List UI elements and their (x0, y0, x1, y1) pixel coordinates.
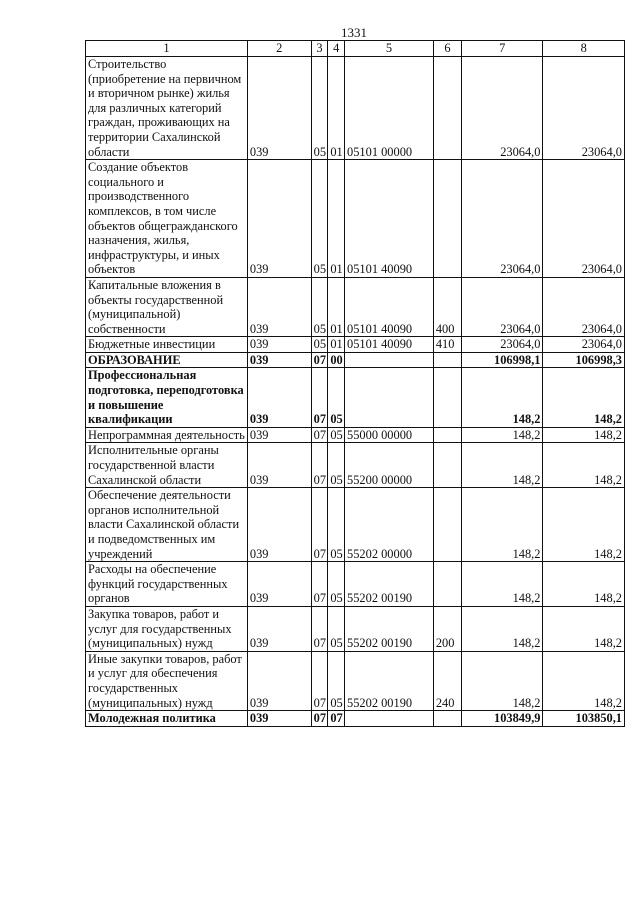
amount-cell: 148,2 (462, 427, 543, 443)
amount-cell: 106998,1 (462, 352, 543, 368)
target-article-cell: 05101 40090 (345, 277, 434, 336)
section-cell: 05 (311, 337, 328, 353)
table-row (86, 427, 625, 443)
row-name: Исполнительные органы государственной власти Сахалинской области (86, 443, 248, 488)
subsection-cell: 05 (328, 606, 345, 651)
amount-cell: 103849,9 (462, 711, 543, 727)
target-article-cell: 55202 00190 (345, 606, 434, 651)
expense-type-cell (433, 368, 461, 427)
admin-code-cell: 039 (247, 443, 311, 488)
column-header: 7 (462, 41, 543, 57)
target-article-cell: 55202 00000 (345, 488, 434, 562)
admin-code-cell: 039 (247, 562, 311, 607)
expense-type-cell (433, 562, 461, 607)
table-row (86, 651, 625, 710)
row-name: Капитальные вложения в объекты государственной (муниципальной) собственности (86, 277, 248, 336)
amount-cell: 148,2 (462, 651, 543, 710)
expense-type-cell (433, 427, 461, 443)
admin-code-cell: 039 (247, 160, 311, 278)
admin-code-cell: 039 (247, 651, 311, 710)
amount-cell: 23064,0 (462, 337, 543, 353)
table-row (86, 352, 625, 368)
section-cell: 07 (311, 443, 328, 488)
expense-type-cell: 240 (433, 651, 461, 710)
subsection-cell: 01 (328, 337, 345, 353)
page-number: 1331 (341, 25, 367, 40)
admin-code-cell: 039 (247, 427, 311, 443)
target-article-cell: 05101 40090 (345, 160, 434, 278)
row-name: Бюджетные инвестиции (86, 337, 248, 353)
section-cell: 07 (311, 711, 328, 727)
expense-type-cell (433, 443, 461, 488)
amount-cell: 148,2 (543, 651, 625, 710)
expense-type-cell: 400 (433, 277, 461, 336)
row-name: Молодежная политика (86, 711, 248, 727)
amount-cell: 23064,0 (462, 57, 543, 160)
expense-type-cell (433, 352, 461, 368)
amount-cell: 106998,3 (543, 352, 625, 368)
amount-cell: 23064,0 (543, 160, 625, 278)
column-header: 4 (328, 41, 345, 57)
amount-cell: 148,2 (543, 443, 625, 488)
section-cell: 05 (311, 277, 328, 336)
target-article-cell: 05101 00000 (345, 57, 434, 160)
column-header: 8 (543, 41, 625, 57)
column-header: 5 (345, 41, 434, 57)
subsection-cell: 00 (328, 352, 345, 368)
row-name: Создание объектов социального и производственного комплексов, в том числе объектов общегражданского назначения, жилья, инфраструктуры, и иных объектов (86, 160, 248, 278)
header-row (86, 41, 625, 57)
subsection-cell: 01 (328, 277, 345, 336)
amount-cell: 103850,1 (543, 711, 625, 727)
expense-type-cell: 410 (433, 337, 461, 353)
amount-cell: 23064,0 (462, 160, 543, 278)
target-article-cell (345, 352, 434, 368)
column-header: 2 (247, 41, 311, 57)
amount-cell: 23064,0 (543, 337, 625, 353)
expense-type-cell (433, 488, 461, 562)
amount-cell: 148,2 (543, 427, 625, 443)
target-article-cell: 55202 00190 (345, 651, 434, 710)
admin-code-cell: 039 (247, 711, 311, 727)
section-cell: 05 (311, 160, 328, 278)
column-header: 3 (311, 41, 328, 57)
column-header: 6 (433, 41, 461, 57)
section-cell: 07 (311, 651, 328, 710)
admin-code-cell: 039 (247, 57, 311, 160)
subsection-cell: 05 (328, 443, 345, 488)
amount-cell: 23064,0 (543, 277, 625, 336)
amount-cell: 148,2 (462, 606, 543, 651)
budget-table (85, 40, 625, 727)
table-row (86, 488, 625, 562)
table-row (86, 711, 625, 727)
expense-type-cell (433, 711, 461, 727)
target-article-cell (345, 711, 434, 727)
subsection-cell: 05 (328, 488, 345, 562)
table-row (86, 277, 625, 336)
target-article-cell (345, 368, 434, 427)
target-article-cell: 55000 00000 (345, 427, 434, 443)
target-article-cell: 55200 00000 (345, 443, 434, 488)
row-name: ОБРАЗОВАНИЕ (86, 352, 248, 368)
admin-code-cell: 039 (247, 606, 311, 651)
table-row (86, 606, 625, 651)
amount-cell: 23064,0 (462, 277, 543, 336)
expense-type-cell (433, 57, 461, 160)
amount-cell: 148,2 (462, 488, 543, 562)
subsection-cell: 01 (328, 57, 345, 160)
subsection-cell: 05 (328, 651, 345, 710)
expense-type-cell (433, 160, 461, 278)
amount-cell: 148,2 (543, 488, 625, 562)
row-name: Профессиональная подготовка, переподготовка и повышение квалификации (86, 368, 248, 427)
section-cell: 07 (311, 562, 328, 607)
admin-code-cell: 039 (247, 337, 311, 353)
row-name: Обеспечение деятельности органов исполнительной власти Сахалинской области и подведомственных им учреждений (86, 488, 248, 562)
row-name: Непрограммная деятельность (86, 427, 248, 443)
column-header: 1 (86, 41, 248, 57)
section-cell: 07 (311, 606, 328, 651)
amount-cell: 148,2 (543, 368, 625, 427)
amount-cell: 148,2 (543, 562, 625, 607)
subsection-cell: 05 (328, 562, 345, 607)
subsection-cell: 01 (328, 160, 345, 278)
amount-cell: 148,2 (543, 606, 625, 651)
expense-type-cell: 200 (433, 606, 461, 651)
table-body (86, 57, 625, 727)
admin-code-cell: 039 (247, 277, 311, 336)
admin-code-cell: 039 (247, 368, 311, 427)
table-row (86, 443, 625, 488)
admin-code-cell: 039 (247, 488, 311, 562)
table-row (86, 57, 625, 160)
target-article-cell: 55202 00190 (345, 562, 434, 607)
admin-code-cell: 039 (247, 352, 311, 368)
amount-cell: 148,2 (462, 368, 543, 427)
table-row (86, 368, 625, 427)
section-cell: 07 (311, 488, 328, 562)
section-cell: 07 (311, 368, 328, 427)
amount-cell: 148,2 (462, 562, 543, 607)
subsection-cell: 07 (328, 711, 345, 727)
amount-cell: 23064,0 (543, 57, 625, 160)
target-article-cell: 05101 40090 (345, 337, 434, 353)
section-cell: 07 (311, 352, 328, 368)
table-row (86, 160, 625, 278)
amount-cell: 148,2 (462, 443, 543, 488)
subsection-cell: 05 (328, 368, 345, 427)
row-name: Строительство (приобретение на первичном и вторичном рынке) жилья для различных категорий граждан, проживающих на территории Сахалинской области (86, 57, 248, 160)
table-row (86, 337, 625, 353)
subsection-cell: 05 (328, 427, 345, 443)
section-cell: 07 (311, 427, 328, 443)
row-name: Закупка товаров, работ и услуг для государственных (муниципальных) нужд (86, 606, 248, 651)
section-cell: 05 (311, 57, 328, 160)
table-row (86, 562, 625, 607)
row-name: Расходы на обеспечение функций государственных органов (86, 562, 248, 607)
row-name: Иные закупки товаров, работ и услуг для обеспечения государственных (муниципальных) нужд (86, 651, 248, 710)
